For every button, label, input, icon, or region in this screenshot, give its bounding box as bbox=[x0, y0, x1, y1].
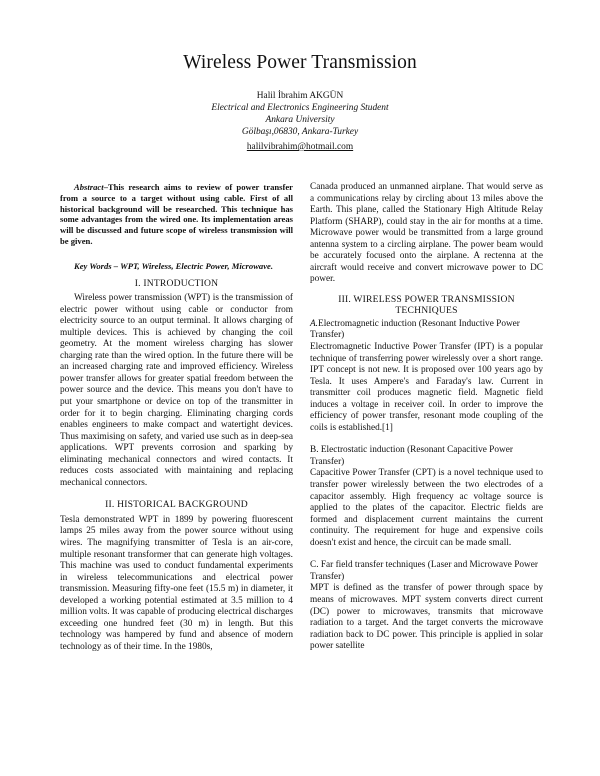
section-heading-techniques-line1: III. WIRELESS POWER TRANSMISSION bbox=[338, 293, 515, 305]
subsection-a-title: Electromagnetic induction (Resonant Inductive Power Transfer) bbox=[310, 318, 520, 341]
subsection-c-paragraph: MPT is defined as the transfer of power through space by means of microwaves. MPT system converts direct current (DC) power to microwaves, transmits that microwave radiation to a target. And the target converts the microwave radiation back to DC power. This principle is applied in solar power satellite bbox=[310, 583, 543, 652]
historical-background-paragraph: Tesla demonstrated WPT in 1899 by powering fluorescent lamps 25 miles away from the power source without using wires. The magnifying transmitter of Tesla is an air-core, multiple resonant transformer that can generate high voltages. This machine was used to conduct fundamental experiments in wireless telecommunications and electrical power transmission. Measuring fifty-one feet (15.5 m) in diameter, it developed a working potential estimated at 3.5 million to 4 million volts. It was capable of producing electrical discharges exceeding one hundred feet (30 m) in length. But this technology was hampered by fund and absence of modern technology as of their time. In the 1980s, bbox=[60, 514, 293, 652]
author-address: Gölbaşı,06830, Ankara-Turkey bbox=[241, 127, 359, 137]
author-affiliation-2: Ankara University bbox=[265, 115, 335, 125]
subsection-a-heading bbox=[310, 319, 543, 342]
keywords: Key Words – WPT, Wireless, Electric Power, Microwave. bbox=[74, 260, 274, 271]
right-column bbox=[310, 182, 543, 653]
abstract-label: Abstract bbox=[74, 182, 104, 192]
author-email-link[interactable]: halilvibrahim@hotmail.com bbox=[246, 142, 354, 152]
subsection-a-label: A. bbox=[310, 318, 319, 329]
historical-background-continued: Canada produced an unmanned airplane. That would serve as a communications relay by circling about 13 miles above the Earth. This plane, called the Stationary High Altitude Relay Platform (SHARP), could stay in the air for months at a time. Microwave power would be transmitted from a large ground antenna system to a circling airplane. The power beam would be accurately focused onto the airplane. A rectenna at the aircraft would receive and convert microwave power to DC power. bbox=[310, 182, 543, 285]
subsection-c-heading: C. Far field transfer techniques (Laser and Microwave Power Transfer) bbox=[310, 560, 538, 582]
section-heading-historical-background: II. HISTORICAL BACKGROUND bbox=[105, 499, 248, 511]
paper-title: Wireless Power Transmission bbox=[183, 52, 417, 73]
author-affiliation-1: Electrical and Electronics Engineering Student bbox=[211, 103, 389, 113]
author-name: Halil İbrahim AKGÜN bbox=[256, 91, 344, 101]
subsection-b-heading: B. Electrostatic induction (Resonant Capacitive Power Transfer) bbox=[310, 445, 513, 467]
introduction-paragraph: Wireless power transmission (WPT) is the transmission of electric power without using cable or conductor from electricity source to an output terminal. It allows charging of multiple devices. This is achieved by changing the coil geometry. At the moment wireless charging has slower charging rate than the wired option. In the future there will be an increased charging rate and improved efficiency. Wireless power transfer allows for greater spatial freedom between the power source and the device. This means you don't have to put your smartphone or device on top of the transmitter in order for it to begin charging. Eliminating charging cords enables engineers to make compact and watertight devices. Thus maximising on safety, and varied use such as in deep-sea applications. WPT prevents corrosion and sparking by eliminating mechanical connectors and wired contacts. It reduces costs associated with maintaining and replacing mechanical connectors. bbox=[60, 293, 293, 488]
abstract bbox=[60, 182, 293, 247]
section-heading-techniques bbox=[310, 294, 543, 317]
section-heading-introduction: I. INTRODUCTION bbox=[134, 277, 219, 289]
left-column bbox=[60, 182, 293, 653]
subsection-b-paragraph: Capacitive Power Transfer (CPT) is a novel technique used to transfer power wirelessly between the two electrodes of a capacitor assembly. High frequency ac voltage source is applied to the plates of the capacitor. Electric fields are formed and displacement current maintains the current continuity. The requirement for huge and expensive coils doesn't exist and hence, the circuit can be made small. bbox=[310, 468, 543, 548]
abstract-text: –This research aims to review of power transfer from a source to a target without using cable. First of all historical background will be researched. This technique has some advantages from the wired one. Its implementation areas will be discussed and future scope of wireless transmission will be given. bbox=[60, 182, 293, 246]
subsection-a-paragraph: Electromagnetic Inductive Power Transfer (IPT) is a popular technique of transferring power wirelessly over a short range. IPT concept is not new. It is proposed over 100 years ago by Tesla. It uses Ampere's and Faraday's law. Current in transmitter coil produces magnetic field. Magnetic field induces a voltage in receiver coil. In order to improve the efficiency of power transfer, resonant mode coupling of the coils is established.[1] bbox=[310, 342, 543, 433]
section-heading-techniques-line2: TECHNIQUES bbox=[395, 305, 458, 317]
